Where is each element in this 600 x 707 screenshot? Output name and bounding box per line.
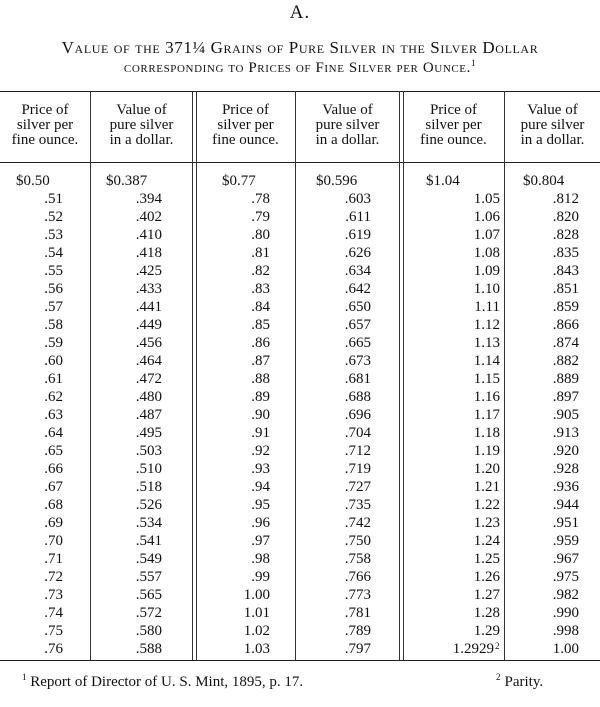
price-cell: 1.08 — [473, 245, 500, 261]
value-cell: .859 — [552, 299, 579, 315]
table-title-line-2: corresponding to Prices of Fine Silver per Ounce. — [123, 60, 471, 76]
header-price-2 — [196, 103, 295, 148]
value-cell: .510 — [135, 461, 162, 477]
price-cell: .85 — [251, 317, 270, 333]
price-cell: 1.20 — [473, 461, 500, 477]
column-divider — [504, 91, 505, 660]
value-cell: .394 — [135, 191, 162, 207]
value-cell: .580 — [135, 623, 162, 639]
price-cell: .56 — [44, 281, 63, 297]
price-cell: 1.05 — [473, 191, 500, 207]
price-cell: 1.19 — [473, 443, 500, 459]
value-cell: .897 — [552, 389, 579, 405]
value-cell: .789 — [344, 623, 371, 639]
value-cell: .975 — [552, 569, 579, 585]
header-text: pure silver — [109, 117, 174, 133]
value-cell: .657 — [344, 317, 371, 333]
price-cell: .90 — [251, 407, 270, 423]
value-cell: .866 — [552, 317, 579, 333]
value-cell: .913 — [552, 425, 579, 441]
header-text: fine ounce. — [212, 132, 279, 148]
price-cell: $1.04 — [426, 173, 460, 189]
header-text: silver per — [425, 117, 482, 133]
value-cell: .982 — [552, 587, 579, 603]
footnote-1 — [22, 674, 303, 691]
price-cell: .66 — [44, 461, 63, 477]
header-value-2 — [296, 103, 399, 148]
value-cell: .828 — [552, 227, 579, 243]
value-cell: .696 — [344, 407, 371, 423]
value-cell: .402 — [135, 209, 162, 225]
price-cell: 1.01 — [243, 605, 270, 621]
price-cell: 1.00 — [243, 587, 270, 603]
header-text: in a dollar. — [109, 132, 174, 148]
price-cell: 1.29 — [473, 623, 500, 639]
price-cell: .92 — [251, 443, 270, 459]
price-cell: .76 — [44, 641, 63, 657]
value-cell: .905 — [552, 407, 579, 423]
price-cell: 1.18 — [473, 425, 500, 441]
header-text: pure silver — [315, 117, 380, 133]
price-cell: .82 — [251, 263, 270, 279]
value-cell: .588 — [135, 641, 162, 657]
value-cell: .549 — [135, 551, 162, 567]
header-text: fine ounce. — [11, 132, 79, 148]
footnote-2 — [496, 674, 543, 691]
price-cell: .72 — [44, 569, 63, 585]
value-cell: .835 — [552, 245, 579, 261]
value-cell: .712 — [344, 443, 371, 459]
value-cell: .681 — [344, 371, 371, 387]
footnote-ref-2: 2 — [495, 641, 500, 651]
value-cell: .944 — [552, 497, 579, 513]
value-cell: .503 — [135, 443, 162, 459]
price-cell: .95 — [251, 497, 270, 513]
value-cell: .611 — [345, 209, 371, 225]
value-cell: .928 — [552, 461, 579, 477]
value-cell: .650 — [344, 299, 371, 315]
value-cell: .719 — [344, 461, 371, 477]
value-cell: .727 — [344, 479, 371, 495]
group-divider — [192, 91, 197, 660]
value-cell: .557 — [135, 569, 162, 585]
value-cell: .456 — [135, 335, 162, 351]
value-cell: .936 — [552, 479, 579, 495]
value-cell: .464 — [135, 353, 162, 369]
value-cell: .797 — [344, 641, 371, 657]
header-value-3 — [505, 103, 600, 148]
value-cell: .812 — [552, 191, 579, 207]
value-cell: $0.387 — [106, 173, 148, 189]
value-cell: .619 — [344, 227, 371, 243]
price-cell: .89 — [251, 389, 270, 405]
column-divider — [295, 91, 296, 660]
value-cell: .766 — [344, 569, 371, 585]
price-cell: .63 — [44, 407, 63, 423]
value-cell: .758 — [344, 551, 371, 567]
table-title-line-1: Value of the 371¼ Grains of Pure Silver in the Silver Dollar — [61, 38, 539, 57]
price-cell: 1.23 — [473, 515, 500, 531]
header-text: pure silver — [520, 117, 585, 133]
header-text: Value of — [116, 102, 167, 118]
value-cell: .843 — [552, 263, 579, 279]
price-cell: .70 — [44, 533, 63, 549]
price-cell: .87 — [251, 353, 270, 369]
table-bottom-rule — [0, 660, 600, 661]
footnote-mark: 1 — [22, 672, 27, 682]
price-cell: .93 — [251, 461, 270, 477]
price-cell: 1.16 — [473, 389, 500, 405]
table-title — [0, 38, 600, 58]
price-cell: .68 — [44, 497, 63, 513]
price-cell: $0.77 — [222, 173, 256, 189]
column-divider — [90, 91, 91, 660]
value-cell: .781 — [344, 605, 371, 621]
value-cell: .750 — [344, 533, 371, 549]
price-cell: 1.27 — [473, 587, 500, 603]
value-cell: .665 — [344, 335, 371, 351]
header-text: Price of — [21, 102, 69, 118]
price-cell: .79 — [251, 209, 270, 225]
header-price-3 — [403, 103, 504, 148]
value-cell: .959 — [552, 533, 579, 549]
price-cell: $0.50 — [16, 173, 50, 189]
value-cell: .851 — [552, 281, 579, 297]
price-cell: 1.07 — [473, 227, 500, 243]
footnote-ref-1: 1 — [470, 58, 477, 68]
price-cell: 1.13 — [473, 335, 500, 351]
footnote-text: Report of Director of U. S. Mint, 1895, p. 17. — [30, 674, 304, 690]
table-subtitle — [0, 60, 600, 77]
value-column-2 — [316, 172, 371, 658]
value-cell: .998 — [552, 623, 579, 639]
price-cell: 1.17 — [473, 407, 500, 423]
header-text: Price of — [429, 102, 478, 118]
price-cell: 1.02 — [243, 623, 270, 639]
value-cell: .425 — [135, 263, 162, 279]
value-cell: 1.00 — [552, 641, 579, 657]
price-cell: 1.03 — [243, 641, 270, 657]
price-column-1 — [16, 172, 63, 658]
value-cell: .449 — [135, 317, 162, 333]
value-cell: .874 — [552, 335, 579, 351]
price-cell: .61 — [44, 371, 63, 387]
value-column-1 — [106, 172, 162, 658]
header-text: Value of — [322, 102, 373, 118]
price-cell: 1.09 — [473, 263, 500, 279]
value-cell: .541 — [135, 533, 162, 549]
price-cell: 1.21 — [473, 479, 500, 495]
footnote-mark: 2 — [496, 672, 501, 682]
price-cell: .65 — [44, 443, 63, 459]
price-cell: .74 — [44, 605, 63, 621]
value-cell: .634 — [344, 263, 371, 279]
value-cell: .433 — [135, 281, 162, 297]
value-cell: .889 — [552, 371, 579, 387]
price-cell: 1.06 — [473, 209, 500, 225]
value-cell: .642 — [344, 281, 371, 297]
price-cell: .64 — [44, 425, 63, 441]
value-cell: .688 — [344, 389, 371, 405]
price-cell: .97 — [251, 533, 270, 549]
header-text: in a dollar. — [520, 132, 585, 148]
appendix-letter: A. — [289, 2, 311, 23]
price-cell: 1.2929 2 — [426, 640, 500, 658]
price-cell: .84 — [251, 299, 270, 315]
price-cell: .53 — [44, 227, 63, 243]
price-cell: 1.28 — [473, 605, 500, 621]
header-text: fine ounce. — [420, 132, 487, 148]
header-text: Value of — [527, 102, 578, 118]
price-cell: .69 — [44, 515, 63, 531]
value-cell: .572 — [135, 605, 162, 621]
price-cell: .57 — [44, 299, 63, 315]
price-cell: .60 — [44, 353, 63, 369]
value-cell: .480 — [135, 389, 162, 405]
value-cell: .487 — [135, 407, 162, 423]
value-cell: .472 — [135, 371, 162, 387]
price-column-2 — [222, 172, 270, 658]
price-cell: 1.22 — [473, 497, 500, 513]
value-cell: .990 — [552, 605, 579, 621]
header-text: silver per — [16, 117, 74, 133]
value-cell: .773 — [344, 587, 371, 603]
price-cell: .58 — [44, 317, 63, 333]
value-cell: $0.596 — [316, 173, 358, 189]
price-column-3 — [426, 172, 500, 658]
price-cell: 1.26 — [473, 569, 500, 585]
value-cell: .410 — [135, 227, 162, 243]
price-cell: .86 — [251, 335, 270, 351]
price-cell: .55 — [44, 263, 63, 279]
price-cell: .73 — [44, 587, 63, 603]
price-cell: .54 — [44, 245, 63, 261]
header-price-1 — [0, 103, 90, 148]
price-cell: .99 — [251, 569, 270, 585]
price-cell: .94 — [251, 479, 270, 495]
price-cell: .67 — [44, 479, 63, 495]
header-text: in a dollar. — [315, 132, 380, 148]
price-cell: .81 — [251, 245, 270, 261]
price-cell: .88 — [251, 371, 270, 387]
value-cell: .518 — [135, 479, 162, 495]
value-cell: .735 — [344, 497, 371, 513]
value-cell: .565 — [135, 587, 162, 603]
price-cell: .96 — [251, 515, 270, 531]
price-cell: 1.15 — [473, 371, 500, 387]
value-cell: .951 — [552, 515, 579, 531]
value-cell: .534 — [135, 515, 162, 531]
price-cell: .52 — [44, 209, 63, 225]
price-cell: .75 — [44, 623, 63, 639]
value-cell: .882 — [552, 353, 579, 369]
price-cell: 1.25 — [473, 551, 500, 567]
price-cell: .51 — [44, 191, 63, 207]
price-cell: .80 — [251, 227, 270, 243]
value-cell: .603 — [344, 191, 371, 207]
value-cell: .920 — [552, 443, 579, 459]
group-divider — [399, 91, 404, 660]
value-cell: .626 — [344, 245, 371, 261]
price-cell: .98 — [251, 551, 270, 567]
price-cell: .59 — [44, 335, 63, 351]
value-cell: .673 — [344, 353, 371, 369]
price-cell: 1.12 — [473, 317, 500, 333]
price-cell: 1.10 — [473, 281, 500, 297]
footnote-text: Parity. — [504, 674, 544, 690]
header-text: Price of — [221, 102, 270, 118]
value-column-3 — [523, 172, 579, 658]
value-cell: .820 — [552, 209, 579, 225]
header-value-1 — [91, 103, 192, 148]
price-cell: 1.11 — [474, 299, 500, 315]
price-cell: .91 — [251, 425, 270, 441]
price-cell: 1.24 — [473, 533, 500, 549]
price-cell: .78 — [251, 191, 270, 207]
value-cell: .742 — [344, 515, 371, 531]
price-cell: .62 — [44, 389, 63, 405]
value-cell: $0.804 — [523, 173, 565, 189]
price-cell: .83 — [251, 281, 270, 297]
header-text: silver per — [217, 117, 274, 133]
price-cell: 1.14 — [473, 353, 500, 369]
value-cell: .418 — [135, 245, 162, 261]
value-cell: .704 — [344, 425, 371, 441]
value-cell: .526 — [135, 497, 162, 513]
price-cell: .71 — [44, 551, 63, 567]
value-cell: .495 — [135, 425, 162, 441]
value-cell: .441 — [135, 299, 162, 315]
value-cell: .967 — [552, 551, 579, 567]
